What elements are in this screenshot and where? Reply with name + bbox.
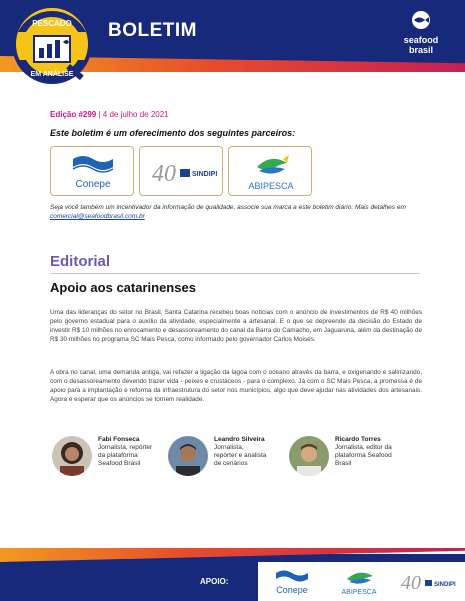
fish-icon (408, 10, 434, 30)
footer-conepe-logo[interactable] (264, 567, 320, 597)
article-title: Apoio aos catarinenses (50, 280, 196, 295)
avatar (168, 436, 208, 476)
sindipi-logo-icon (140, 147, 223, 196)
sindipi-mark: 40 (152, 161, 176, 187)
brand-line-1: seafood (403, 35, 439, 45)
footer-support-label: APOIO: (200, 577, 229, 586)
brand-line-2: brasil (408, 45, 433, 55)
section-title: Editorial (50, 253, 111, 270)
edition-date: 4 de julho de 2021 (102, 110, 169, 119)
abipesca-name: ABIPESCA (248, 181, 294, 191)
person-photo-icon (289, 436, 329, 476)
article-paragraph-2: A obra no canal, uma demanda antiga, vai refazer a ligação da lagoa com o oceano através da barra, e oxigenando e salinizando, com o desassoreamento devendo trazer vida - peixes e crustáceos - para o complexo. Já com o SC Mais Pesca, a promessa é de apoio para a implantação e reforma da infraestrutura do setor nos municípios, algo que deve ajudar nas atividades dos artesanais. Agora é esperar que os anúncios se tornem realidade. (50, 369, 422, 403)
footer-abipesca-logo[interactable] (331, 567, 387, 597)
footer-sindipi-mark: 40 (401, 571, 422, 594)
partner-sindipi[interactable] (139, 146, 223, 196)
conepe-name: Conepe (75, 179, 111, 190)
sponsor-intro: Este boletim é um oferecimento dos seguintes parceiros: (50, 128, 296, 138)
pescado-em-analise-badge (8, 2, 100, 94)
author-name: Leandro Silveira (214, 436, 265, 443)
person-photo-icon (52, 436, 92, 476)
partner-logos (50, 146, 312, 196)
author-role: Jornalista, repórter da plataforma Seafood Brasil (98, 444, 153, 467)
author-name: Fabi Fonseca (98, 436, 140, 443)
contact-email-link[interactable]: comercial@seafoodbrasil.com.br (50, 213, 145, 220)
author-role: Jornalista, editor da plataforma Seafood Brasil (335, 444, 392, 467)
avatar (52, 436, 92, 476)
conepe-logo-icon (51, 147, 134, 196)
author-card (52, 436, 160, 476)
footer-abipesca-name: ABIPESCA (341, 588, 377, 596)
footer-banner (0, 548, 465, 601)
author-role: Jornalista, repórter e analista de cenários (214, 444, 267, 467)
edition-separator: | (98, 110, 101, 119)
avatar (289, 436, 329, 476)
footer-sindipi-logo[interactable] (399, 567, 459, 597)
section-divider (50, 273, 420, 274)
partner-conepe[interactable] (50, 146, 134, 196)
sponsor-note (50, 203, 430, 221)
author-name: Ricardo Torres (335, 436, 381, 443)
badge-bottom-text: EM ANÁLISE (30, 71, 74, 78)
seafood-brasil-logo[interactable] (395, 10, 447, 55)
abipesca-logo-icon (229, 147, 312, 196)
edition-number: Edição #299 (50, 110, 97, 119)
edition-line (50, 110, 169, 119)
page-title: BOLETIM (108, 20, 197, 41)
footer-logos (258, 562, 465, 601)
article-paragraph-1: Uma das lideranças do setor no Brasil, Santa Catarina recebeu boas notícias com o anúncio de investimentos de R$ 40 milhões pelo governo estadual para o auxílio da atividade, especialmente a artesanal. E o que se depreende da decisão do Estado de investir R$ 10 milhões no enrocamento e desassoreamento do canal da Barra do Camacho, em Jaguaruna, além da destinação de R$ 30 milhões no programa SC Mais Pesca, como informado pelo governador Carlos Moisés. (50, 309, 422, 343)
person-photo-icon (168, 436, 208, 476)
sindipi-name: SINDIPI (192, 171, 218, 178)
footer-conepe-name: Conepe (276, 584, 308, 595)
sponsor-note-text: Seja você também um incentivador da informação de qualidade, associe sua marca a este boletim diário. Mais detalhes em (50, 204, 406, 211)
badge-top-text: PESCADO (32, 19, 72, 28)
author-card (289, 436, 397, 476)
footer-sindipi-name: SINDIPI (434, 581, 456, 588)
author-card (168, 436, 268, 476)
partner-abipesca[interactable] (228, 146, 312, 196)
